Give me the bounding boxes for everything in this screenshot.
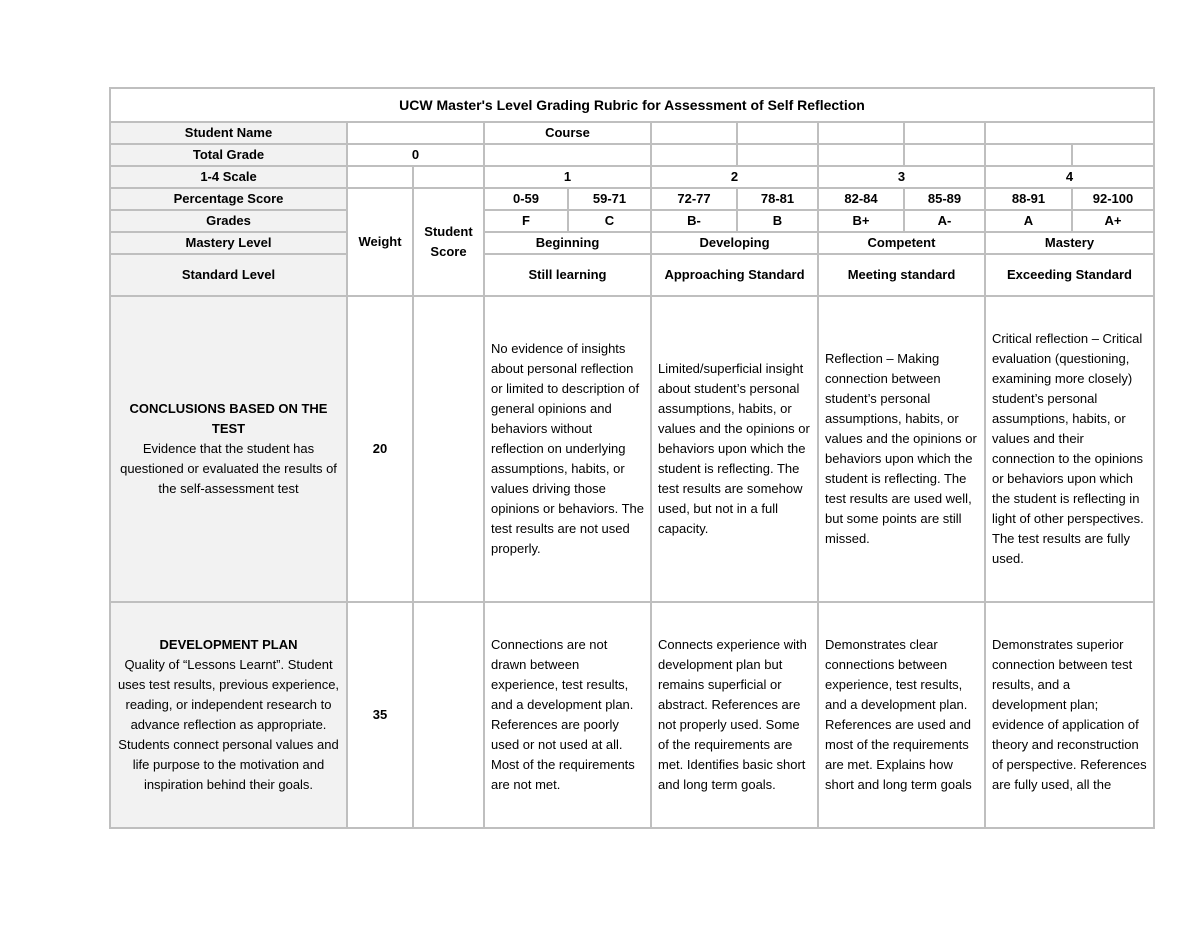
grading-rubric-table: [109, 87, 1155, 829]
blank-cell: [737, 144, 818, 166]
blank-cell: [904, 144, 985, 166]
criterion-conclusions: [110, 296, 347, 602]
mastery-level-label: Mastery Level: [110, 232, 347, 254]
title-row: [110, 88, 1154, 122]
percentage-score-label: Percentage Score: [110, 188, 347, 210]
grade-letter: A+: [1072, 210, 1154, 232]
student-name-label: Student Name: [110, 122, 347, 144]
scale-label: 1-4 Scale: [110, 166, 347, 188]
percent-range: 0-59: [484, 188, 568, 210]
student-score-field[interactable]: [413, 296, 484, 602]
blank-cell: [347, 166, 413, 188]
standard-approaching: Approaching Standard: [651, 254, 818, 296]
blank-cell: [651, 144, 737, 166]
course-field-4[interactable]: [904, 122, 985, 144]
course-field-5[interactable]: [985, 122, 1154, 144]
criterion-weight: 35: [347, 602, 413, 828]
criterion-description: Evidence that the student has questioned or evaluated the results of the self-assessment test: [120, 441, 337, 496]
standard-meeting: Meeting standard: [818, 254, 985, 296]
scale-level-3: 3: [818, 166, 985, 188]
criterion-weight: 20: [347, 296, 413, 602]
scale-level-2: 2: [651, 166, 818, 188]
student-name-field[interactable]: [347, 122, 484, 144]
course-field-2[interactable]: [737, 122, 818, 144]
mastery-developing: Developing: [651, 232, 818, 254]
standard-level-label: Standard Level: [110, 254, 347, 296]
mastery-mastery: Mastery: [985, 232, 1154, 254]
criterion-title: DEVELOPMENT PLAN: [159, 637, 298, 652]
percent-range: 85-89: [904, 188, 985, 210]
criterion-row-development: [110, 602, 1154, 828]
level-2-description: Connects experience with development plan but remains superficial or abstract. References are not properly used. Some of the requirements are met. Identifies basic short and long term goals.: [651, 602, 818, 828]
grades-label: Grades: [110, 210, 347, 232]
grade-letter: B-: [651, 210, 737, 232]
mastery-competent: Competent: [818, 232, 985, 254]
blank-cell: [484, 144, 651, 166]
blank-cell: [413, 166, 484, 188]
grade-letter: A-: [904, 210, 985, 232]
level-1-description: No evidence of insights about personal reflection or limited to description of general opinions and behaviors without reflection on underlying assumptions, habits, or values driving those opinions or behaviors. The test results are not used properly.: [484, 296, 651, 602]
rubric-title: UCW Master's Level Grading Rubric for Assessment of Self Reflection: [110, 88, 1154, 122]
student-name-row: [110, 122, 1154, 144]
grade-letter: B: [737, 210, 818, 232]
level-1-description: Connections are not drawn between experience, test results, and a development plan. References are poorly used or not used at all. Most of the requirements are not met.: [484, 602, 651, 828]
percent-range: 92-100: [1072, 188, 1154, 210]
grade-letter: A: [985, 210, 1072, 232]
course-field-3[interactable]: [818, 122, 904, 144]
grade-letter: B+: [818, 210, 904, 232]
course-label: Course: [484, 122, 651, 144]
grades-row: [110, 210, 1154, 232]
student-score-field[interactable]: [413, 602, 484, 828]
percent-range: 88-91: [985, 188, 1072, 210]
standard-exceeding: Exceeding Standard: [985, 254, 1154, 296]
blank-cell: [818, 144, 904, 166]
blank-cell: [985, 144, 1072, 166]
scale-row: [110, 166, 1154, 188]
mastery-beginning: Beginning: [484, 232, 651, 254]
total-grade-value: 0: [347, 144, 484, 166]
mastery-row: [110, 232, 1154, 254]
grade-letter: C: [568, 210, 651, 232]
standard-still-learning: Still learning: [484, 254, 651, 296]
standard-row: [110, 254, 1154, 296]
scale-level-4: 4: [985, 166, 1154, 188]
grade-letter: F: [484, 210, 568, 232]
level-2-description: Limited/superficial insight about student’s personal assumptions, habits, or values and the opinions or behaviors upon which the student is reflecting. The test results are somehow used, but not in a full capacity.: [651, 296, 818, 602]
percent-range: 59-71: [568, 188, 651, 210]
percent-range: 82-84: [818, 188, 904, 210]
student-score-header: Student Score: [413, 188, 484, 296]
blank-cell: [1072, 144, 1154, 166]
course-field-1[interactable]: [651, 122, 737, 144]
criterion-description: Quality of “Lessons Learnt”. Student uses test results, previous experience, reading, or independent research to advance reflection as appropriate. Students connect personal values and life purpose to the motivation and inspiration behind their goals.: [117, 657, 340, 792]
criterion-development-plan: [110, 602, 347, 828]
scale-level-1: 1: [484, 166, 651, 188]
level-3-description: Demonstrates clear connections between experience, test results, and a development plan. References are used and most of the requirements are met. Explains how short and long term goals: [818, 602, 985, 828]
level-3-description: Reflection – Making connection between student’s personal assumptions, habits, or values and the opinions or behaviors upon which the student is reflecting. The test results are used well, but some points are still missed.: [818, 296, 985, 602]
weight-header: Weight: [347, 188, 413, 296]
percent-range: 72-77: [651, 188, 737, 210]
percentage-row: [110, 188, 1154, 210]
total-grade-label: Total Grade: [110, 144, 347, 166]
criterion-row-conclusions: [110, 296, 1154, 602]
level-4-description: Demonstrates superior connection between test results, and a development plan; evidence of application of theory and reconstruction of perspective. References are fully used, all the: [985, 602, 1154, 828]
total-grade-row: [110, 144, 1154, 166]
criterion-title: CONCLUSIONS BASED ON THE TEST: [129, 401, 328, 436]
percent-range: 78-81: [737, 188, 818, 210]
level-4-description: Critical reflection – Critical evaluation (questioning, examining more closely) student’s personal assumptions, habits, or values and their connection to the opinions or behaviors upon which the student is reflecting in light of other perspectives. The test results are fully used.: [985, 296, 1154, 602]
